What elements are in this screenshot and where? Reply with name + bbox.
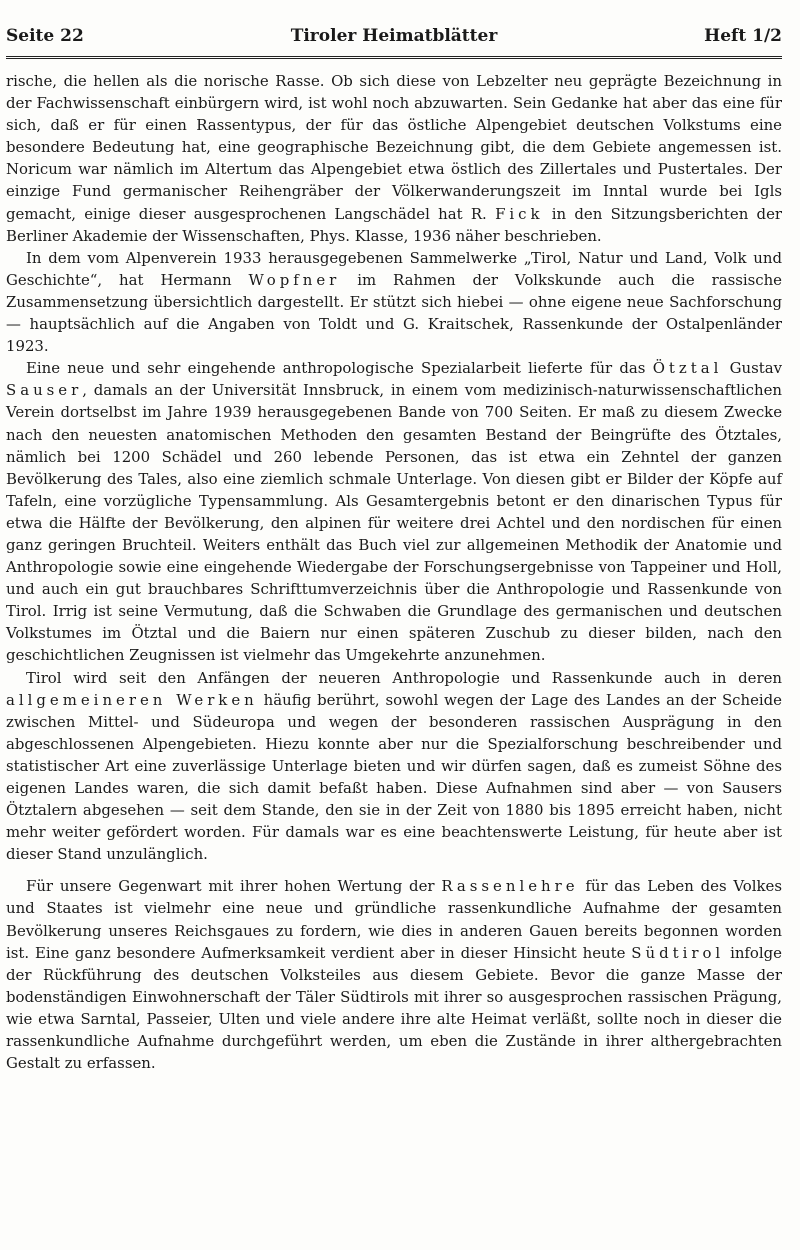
paragraph: [6, 667, 782, 866]
text-run: rische, die hellen als die norische Rasse. Ob sich diese von Lebzelter neu geprägte Bezeichnung in der Fachwissenschaft einbürgern wird, ist wohl noch abzuwarten. Sein Gedanke hat aber das eine für sich, daß er für einen Rassentypus, der für das östliche Alpengebiet deutschen Volkstums eine besondere Bedeutung hat, eine geographische Bezeichnung gibt, die dem Gebiete angemessen ist. Noricum war nämlich im Altertum das Alpengebiet etwa östlich des Zillertales und Pustertales. Der einzige Fund germanischer Reihengräber der Völkerwanderungszeit im Inntal wurde bei Igls gemacht, einige dieser ausgesprochenen Langschädel hat R.: [6, 72, 782, 223]
text-run: Für unsere Gegenwart mit ihrer hohen Wertung der: [26, 877, 442, 896]
spaced-emphasis: Fick: [495, 204, 544, 223]
text-run: häufig berührt, sowohl wegen der Lage des Landes an der Scheide zwischen Mittel- und Südeuropa und wegen der besonderen rassischen Ausprägung in den abgeschlossenen Alpengebieten. Hiezu konnte aber nur die Spezialforschung beschreibender und statistischer Art eine zuverlässige Unterlage bieten und wir dürfen sagen, daß es zumeist Söhne des eigenen Landes waren, die sich damit befaßt haben. Diese Aufnahmen sind aber — von Sausers Ötztalern abgesehen — seit dem Stande, den sie in der Zeit von 1880 bis 1895 erreicht haben, nicht mehr weiter gefördert worden. Für damals war es eine beachtenswerte Leistung, für heute aber ist dieser Stand unzulänglich.: [6, 690, 782, 864]
spaced-emphasis: allgemeineren Werken: [6, 690, 258, 709]
page-header: [6, 22, 782, 59]
paragraph: [6, 247, 782, 357]
text-run: für das Leben des Volkes und Staates ist vielmehr eine neue und gründliche rassenkundliche Aufnahme der gesamten Bevölkerung unseres Reichsgaues zu fordern, wie dies in anderen Gauen bereits begonnen worden ist. Eine ganz besondere Aufmerksamkeit verdient aber in dieser Hinsicht heute: [6, 877, 782, 962]
text-run: Gustav: [722, 359, 782, 378]
text-run: infolge der Rückführung des deutschen Volksteiles aus diesem Gebiete. Bevor die ganze Masse der bodenständigen Einwohnerschaft der Täler Südtirols mit ihrer so ausgesprochen rassischen Prägung, wie etwa Sarntal, Passeier, Ulten und viele andere ihre alte Heimat verläßt, sollte noch in dieser die rassenkundliche Aufnahme durchgeführt werden, um eben die Zustände in ihrer althergebrachten Gestalt zu erfassen.: [6, 943, 782, 1073]
paragraph: [6, 357, 782, 666]
journal-title: Tiroler Heimatblätter: [290, 26, 498, 46]
spaced-emphasis: Rassenlehre: [441, 877, 579, 896]
paragraph: [6, 70, 782, 247]
text-run: , damals an der Universität Innsbruck, in einem vom medizinisch-naturwissenschaftlichen Verein dortselbst im Jahre 1939 herausgegebenen Bande von 700 Seiten. Er maß zu diesem Zwecke nach den neuesten anatomischen Methoden den gesamten Bestand der Beingrüfte des Ötztales, nämlich bei 1200 Schädel und 260 lebende Personen, das ist etwa ein Zehntel der ganzen Bevölkerung des Tales, also eine ziemlich schmale Unterlage. Von diesen gibt er Bilder der Köpfe auf Tafeln, eine vorzügliche Typensammlung. Als Gesamtergebnis betont er den dinarischen Typus für etwa die Hälfte der Bevölkerung, den alpinen für weitere drei Achtel und den nordischen für einen ganz geringen Bruchteil. Weiters enthält das Buch viel zur allgemeinen Methodik der Anatomie und Anthropologie sowie eine eingehende Wiedergabe der Forschungsergebnisse von Tappeiner und Holl, und auch ein gut brauchbares Schrifttumverzeichnis über die Anthropologie und Rassenkunde von Tirol. Irrig ist seine Vermutung, daß die Schwaben die Grundlage des germanischen und deutschen Volkstumes im Ötztal und die Baiern nur einen späteren Zuschub zu dieser bilden, nach den geschichtlichen Zeugnissen ist vielmehr das Umgekehrte anzunehmen.: [6, 381, 782, 665]
spaced-emphasis: Sauser: [6, 381, 83, 400]
text-run: Eine neue und sehr eingehende anthropologische Spezialarbeit lieferte für das: [26, 359, 653, 378]
spaced-emphasis: Südtirol: [631, 943, 725, 962]
article-body: [6, 70, 782, 1074]
page-number: Seite 22: [6, 26, 84, 46]
text-run: im Rahmen der Volkskunde auch die rassische Zusammensetzung übersichtlich dargestellt. Er stützt sich hiebei — ohne eigene neue Sachforschung — hauptsächlich auf die Angaben von Toldt und G. Kraitschek, Rassenkunde der Ostalpenländer 1923.: [6, 270, 782, 356]
issue-number: Heft 1/2: [704, 26, 782, 46]
paragraph: [6, 875, 782, 1074]
spaced-emphasis: Ötztal: [652, 359, 723, 378]
text-run: Tirol wird seit den Anfängen der neueren Anthropologie und Rassenkunde auch in deren: [26, 668, 782, 687]
spaced-emphasis: Wopfner: [248, 270, 341, 289]
text-run: in den Sitzungsberichten der Berliner Akademie der Wissenschaften, Phys. Klasse, 1936 näher beschrieben.: [6, 204, 783, 245]
text-run: In dem vom Alpenverein 1933 herausgegebenen Sammelwerke „Tirol, Natur und Land, Volk und Geschichte“, hat Hermann: [6, 248, 782, 289]
